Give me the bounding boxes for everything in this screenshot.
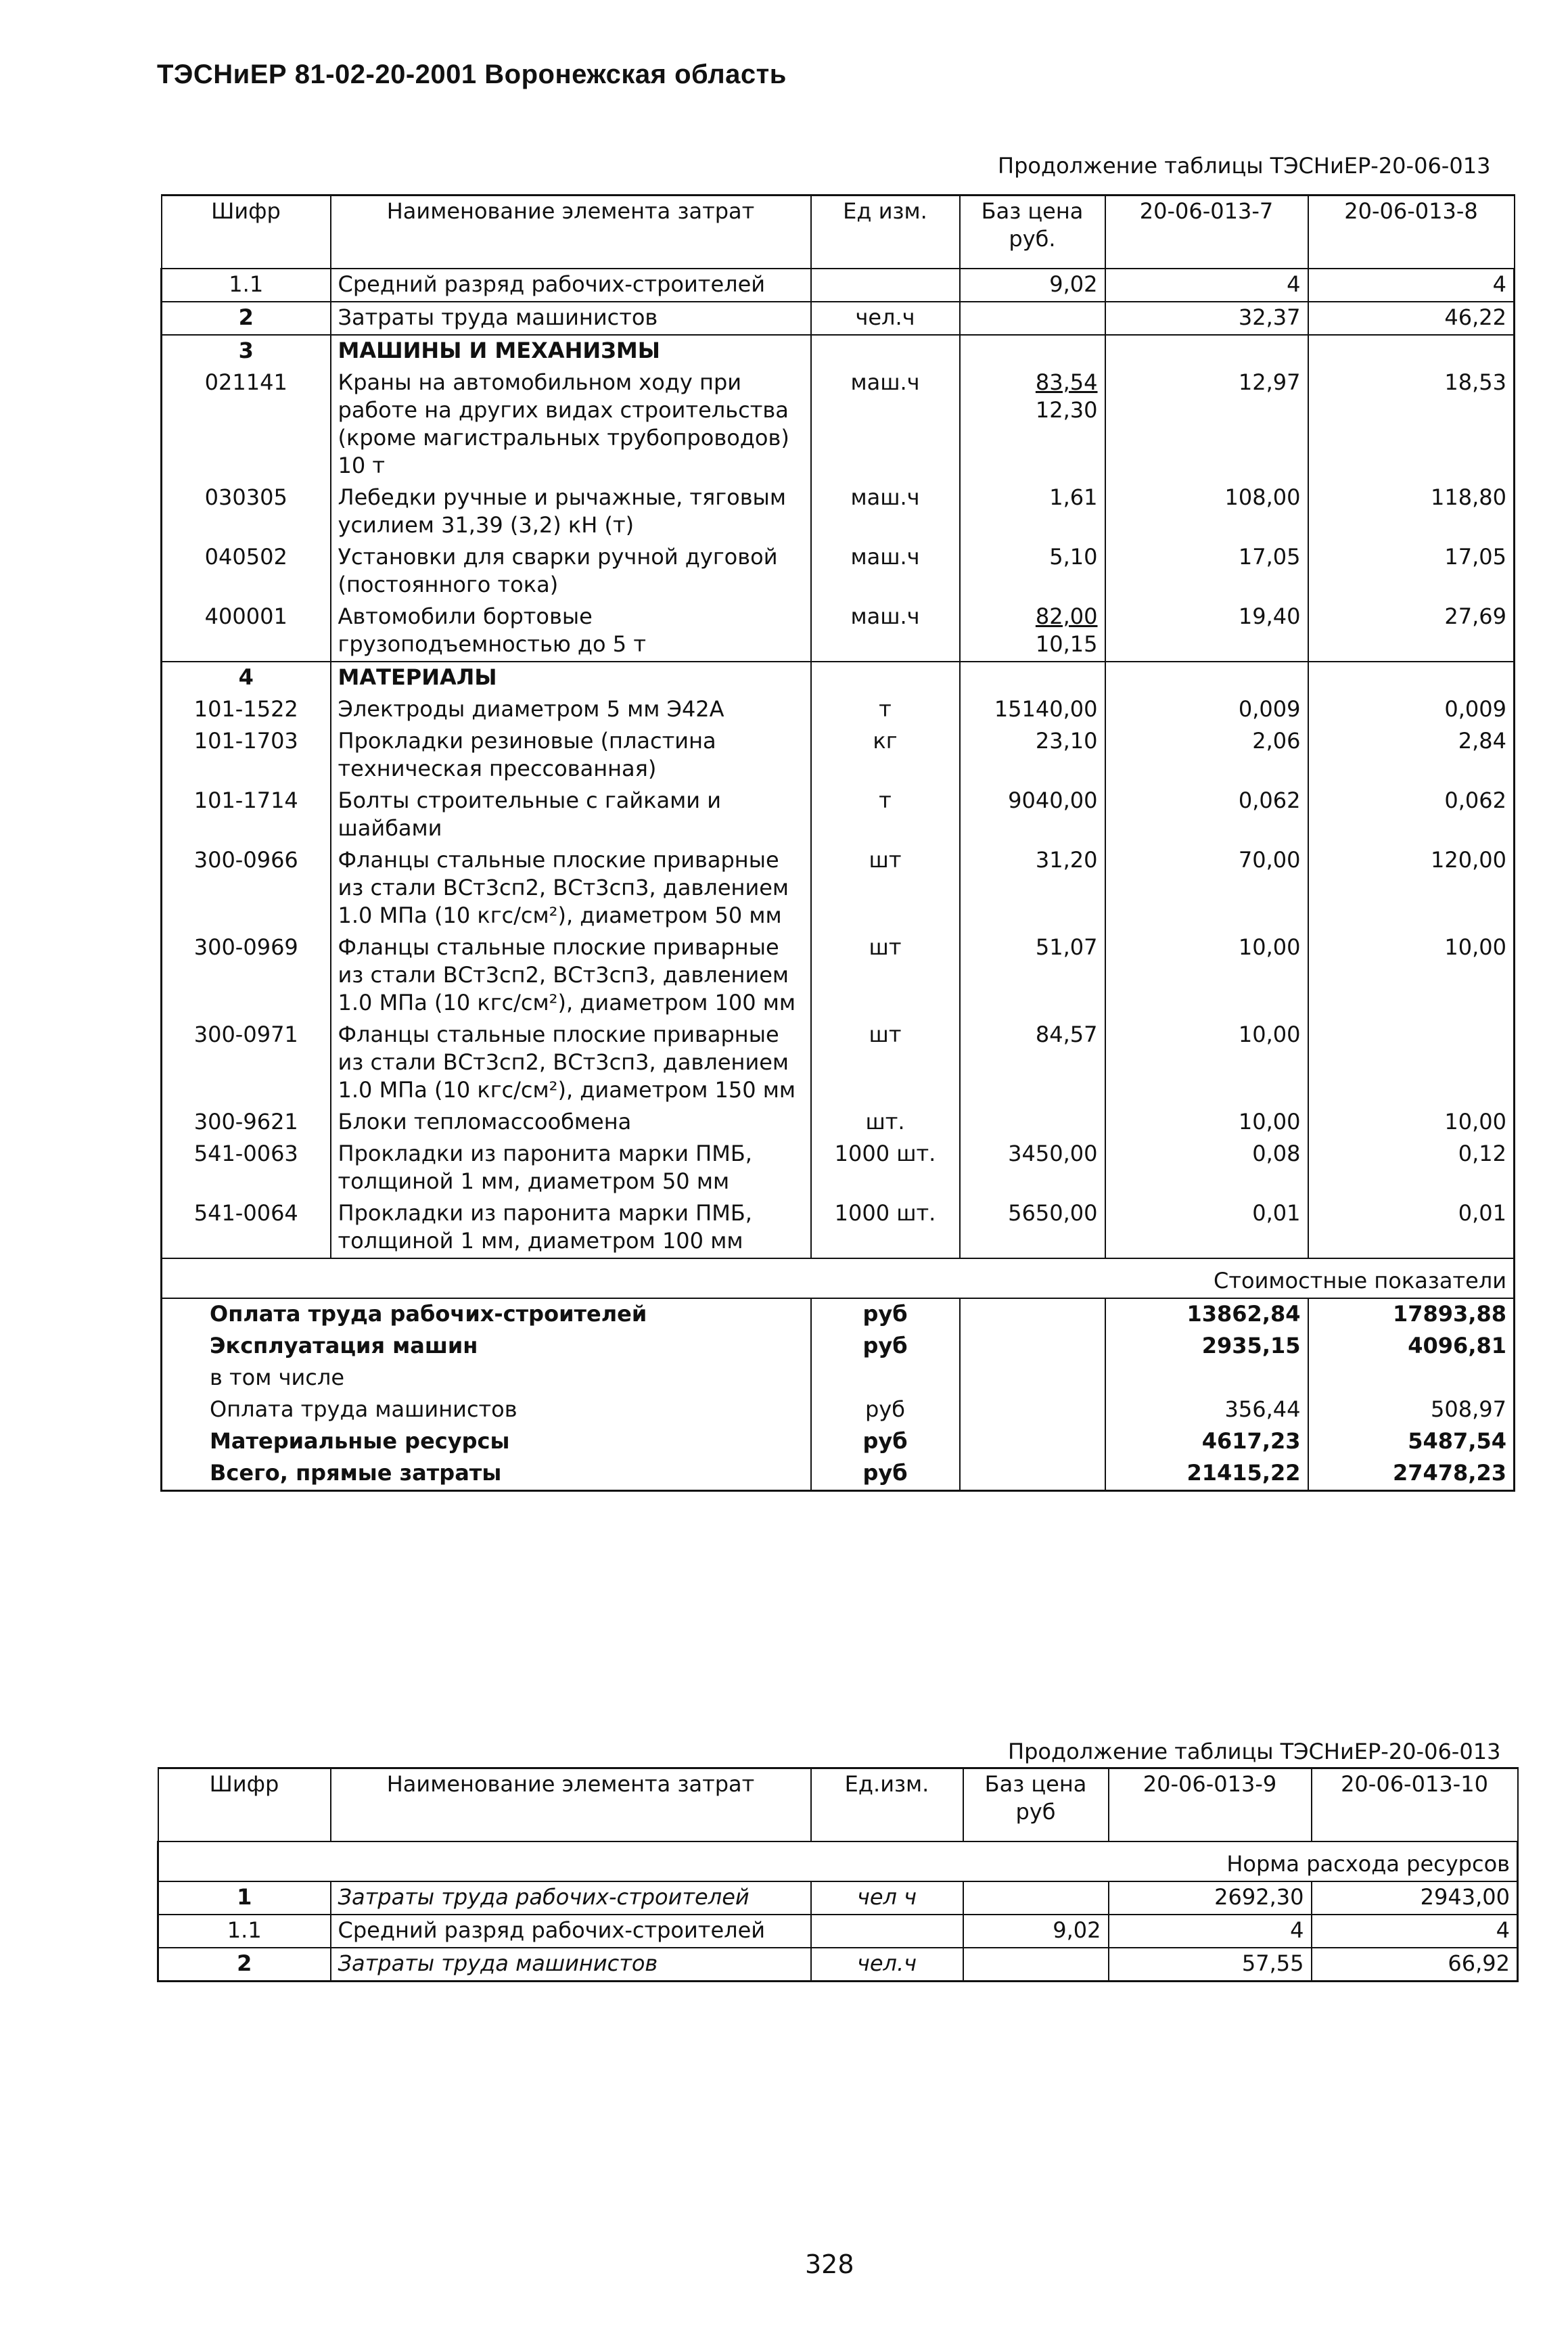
row-price bbox=[960, 302, 1105, 335]
row-code: 1.1 bbox=[158, 1915, 331, 1948]
table-row bbox=[162, 542, 1515, 601]
summary-value-2: 17893,88 bbox=[1308, 1298, 1515, 1331]
row-price-value: 82,00 bbox=[1035, 603, 1098, 629]
row-price bbox=[960, 1139, 1105, 1198]
row-code: 1 bbox=[158, 1881, 331, 1915]
table-row bbox=[162, 302, 1515, 335]
row-price-value: 5,10 bbox=[1049, 544, 1098, 570]
table-row bbox=[162, 1198, 1515, 1258]
cost-caption-row bbox=[162, 1258, 1515, 1298]
summary-price bbox=[960, 1458, 1105, 1491]
row-name: Прокладки из паронита марки ПМБ, толщиной 1 мм, диаметром 50 мм bbox=[331, 1139, 811, 1198]
row-price bbox=[960, 1020, 1105, 1107]
row-value-2: 4 bbox=[1312, 1915, 1518, 1948]
table-row bbox=[162, 726, 1515, 785]
row-name: Прокладки резиновые (пластина техническая прессованная) bbox=[331, 726, 811, 785]
summary-unit: руб bbox=[811, 1298, 960, 1331]
row-value-2: 2943,00 bbox=[1312, 1881, 1518, 1915]
row-value-1: 10,00 bbox=[1105, 1107, 1308, 1139]
row-value-1: 19,40 bbox=[1105, 601, 1308, 662]
row-unit: маш.ч bbox=[811, 542, 960, 601]
summary-value-2: 508,97 bbox=[1308, 1394, 1515, 1426]
row-unit: маш.ч bbox=[811, 367, 960, 482]
table-row bbox=[162, 662, 1515, 694]
row-name: Фланцы стальные плоские приварные из стали ВСт3сп2, ВСт3сп3, давлением 1.0 МПа (10 кгс/см²), диаметром 100 мм bbox=[331, 932, 811, 1020]
row-value-1: 0,062 bbox=[1105, 785, 1308, 845]
header-unit: Ед.изм. bbox=[811, 1768, 963, 1842]
summary-value-1: 2935,15 bbox=[1105, 1331, 1308, 1363]
row-value-1: 0,01 bbox=[1105, 1198, 1308, 1258]
summary-value-2 bbox=[1308, 1363, 1515, 1394]
row-value-2: 0,12 bbox=[1308, 1139, 1515, 1198]
row-price bbox=[960, 482, 1105, 542]
table2-header-row bbox=[158, 1768, 1518, 1842]
row-code: 101-1703 bbox=[162, 726, 331, 785]
summary-row bbox=[162, 1426, 1515, 1458]
row-value-1 bbox=[1105, 335, 1308, 367]
norm-caption-row bbox=[158, 1841, 1518, 1881]
row-price bbox=[960, 662, 1105, 694]
row-value-2: 2,84 bbox=[1308, 726, 1515, 785]
row-price-wage: 12,30 bbox=[1035, 397, 1098, 423]
row-name: Установки для сварки ручной дуговой (постоянного тока) bbox=[331, 542, 811, 601]
row-unit: чел ч bbox=[811, 1881, 963, 1915]
row-price-value: 23,10 bbox=[1035, 728, 1098, 754]
row-value-1: 2,06 bbox=[1105, 726, 1308, 785]
table-row bbox=[162, 1139, 1515, 1198]
row-value-1: 4 bbox=[1105, 269, 1308, 302]
row-name: Краны на автомобильном ходу при работе на других видах строительства (кроме магистральных трубопроводов) 10 т bbox=[331, 367, 811, 482]
row-price bbox=[960, 845, 1105, 932]
row-price-value: 3450,00 bbox=[1008, 1141, 1098, 1166]
row-price bbox=[960, 726, 1105, 785]
summary-price bbox=[960, 1363, 1105, 1394]
summary-row bbox=[162, 1363, 1515, 1394]
row-price bbox=[960, 785, 1105, 845]
row-unit bbox=[811, 269, 960, 302]
row-code: 040502 bbox=[162, 542, 331, 601]
summary-value-1 bbox=[1105, 1363, 1308, 1394]
row-price-value: 9,02 bbox=[1049, 271, 1098, 297]
row-unit: т bbox=[811, 694, 960, 726]
row-value-2: 118,80 bbox=[1308, 482, 1515, 542]
row-name: Затраты труда машинистов bbox=[331, 302, 811, 335]
summary-label: Оплата труда машинистов bbox=[162, 1394, 811, 1426]
row-price bbox=[960, 367, 1105, 482]
table-continuation-caption-2: Продолжение таблицы ТЭСНиЕР-20-06-013 bbox=[1008, 1739, 1501, 1764]
row-value-2: 66,92 bbox=[1312, 1948, 1518, 1982]
header-code: Шифр bbox=[158, 1768, 331, 1842]
row-value-1: 12,97 bbox=[1105, 367, 1308, 482]
row-price-value: 15140,00 bbox=[994, 696, 1098, 722]
row-value-2: 10,00 bbox=[1308, 932, 1515, 1020]
header-name: Наименование элемента затрат bbox=[331, 196, 811, 269]
row-value-1 bbox=[1105, 662, 1308, 694]
row-value-1: 70,00 bbox=[1105, 845, 1308, 932]
summary-price bbox=[960, 1426, 1105, 1458]
row-price-value: 84,57 bbox=[1035, 1022, 1098, 1047]
row-unit: шт bbox=[811, 932, 960, 1020]
table-row bbox=[162, 785, 1515, 845]
row-unit bbox=[811, 1915, 963, 1948]
row-value-1: 10,00 bbox=[1105, 1020, 1308, 1107]
row-value-2: 0,009 bbox=[1308, 694, 1515, 726]
header-col-2: 20-06-013-10 bbox=[1312, 1768, 1518, 1842]
row-price-value: 9040,00 bbox=[1008, 787, 1098, 813]
row-value-2: 120,00 bbox=[1308, 845, 1515, 932]
row-value-2: 0,062 bbox=[1308, 785, 1515, 845]
row-price-value: 1,61 bbox=[1049, 484, 1098, 510]
header-col-1: 20-06-013-9 bbox=[1109, 1768, 1312, 1842]
summary-row bbox=[162, 1458, 1515, 1491]
table-row bbox=[162, 335, 1515, 367]
summary-value-1: 4617,23 bbox=[1105, 1426, 1308, 1458]
row-name: Автомобили бортовые грузоподъемностью до 5 т bbox=[331, 601, 811, 662]
summary-value-2: 27478,23 bbox=[1308, 1458, 1515, 1491]
row-name: Затраты труда рабочих-строителей bbox=[331, 1881, 811, 1915]
row-unit: кг bbox=[811, 726, 960, 785]
row-value-2 bbox=[1308, 335, 1515, 367]
row-unit: чел.ч bbox=[811, 1948, 963, 1982]
summary-unit: руб bbox=[811, 1394, 960, 1426]
row-value-1: 10,00 bbox=[1105, 932, 1308, 1020]
row-code: 541-0063 bbox=[162, 1139, 331, 1198]
row-name: Затраты труда машинистов bbox=[331, 1948, 811, 1982]
row-price bbox=[960, 694, 1105, 726]
table-row bbox=[162, 601, 1515, 662]
summary-label: Эксплуатация машин bbox=[162, 1331, 811, 1363]
row-value-2: 17,05 bbox=[1308, 542, 1515, 601]
row-code: 101-1714 bbox=[162, 785, 331, 845]
table-row bbox=[162, 482, 1515, 542]
row-price-value: 51,07 bbox=[1035, 934, 1098, 960]
row-value-2: 18,53 bbox=[1308, 367, 1515, 482]
summary-price bbox=[960, 1298, 1105, 1331]
row-value-2 bbox=[1308, 662, 1515, 694]
row-price bbox=[960, 932, 1105, 1020]
row-value-1: 17,05 bbox=[1105, 542, 1308, 601]
row-value-1: 4 bbox=[1109, 1915, 1312, 1948]
summary-price bbox=[960, 1394, 1105, 1426]
row-price-wage: 10,15 bbox=[1035, 631, 1098, 657]
row-value-2: 27,69 bbox=[1308, 601, 1515, 662]
row-price bbox=[960, 335, 1105, 367]
row-code: 300-0971 bbox=[162, 1020, 331, 1107]
norm-caption: Норма расхода ресурсов bbox=[158, 1841, 1518, 1881]
row-value-2: 46,22 bbox=[1308, 302, 1515, 335]
row-unit bbox=[811, 335, 960, 367]
header-unit: Ед изм. bbox=[811, 196, 960, 269]
row-name: Фланцы стальные плоские приварные из стали ВСт3сп2, ВСт3сп3, давлением 1.0 МПа (10 кгс/см²), диаметром 50 мм bbox=[331, 845, 811, 932]
header-price: Баз цена руб. bbox=[960, 196, 1105, 269]
row-code: 021141 bbox=[162, 367, 331, 482]
row-code: 1.1 bbox=[162, 269, 331, 302]
table-row bbox=[162, 1107, 1515, 1139]
table-row bbox=[158, 1915, 1518, 1948]
table-row bbox=[162, 932, 1515, 1020]
row-code: 3 bbox=[162, 335, 331, 367]
table-continuation-caption: Продолжение таблицы ТЭСНиЕР-20-06-013 bbox=[998, 153, 1491, 179]
row-price-value: 5650,00 bbox=[1008, 1200, 1098, 1226]
summary-label: в том числе bbox=[162, 1363, 811, 1394]
row-code: 300-9621 bbox=[162, 1107, 331, 1139]
summary-label: Всего, прямые затраты bbox=[162, 1458, 811, 1491]
summary-label: Оплата труда рабочих-строителей bbox=[162, 1298, 811, 1331]
row-unit: чел.ч bbox=[811, 302, 960, 335]
row-code: 400001 bbox=[162, 601, 331, 662]
summary-value-2: 4096,81 bbox=[1308, 1331, 1515, 1363]
row-unit: шт bbox=[811, 845, 960, 932]
row-price bbox=[960, 542, 1105, 601]
row-price: 9,02 bbox=[963, 1915, 1109, 1948]
summary-unit: руб bbox=[811, 1458, 960, 1491]
row-code: 030305 bbox=[162, 482, 331, 542]
row-unit: 1000 шт. bbox=[811, 1139, 960, 1198]
summary-value-1: 356,44 bbox=[1105, 1394, 1308, 1426]
table-row bbox=[158, 1948, 1518, 1982]
row-name: Фланцы стальные плоские приварные из стали ВСт3сп2, ВСт3сп3, давлением 1.0 МПа (10 кгс/см²), диаметром 150 мм bbox=[331, 1020, 811, 1107]
table-row bbox=[162, 367, 1515, 482]
row-value-1: 57,55 bbox=[1109, 1948, 1312, 1982]
row-value-2 bbox=[1308, 1020, 1515, 1107]
row-price bbox=[963, 1881, 1109, 1915]
row-value-1: 108,00 bbox=[1105, 482, 1308, 542]
row-value-2: 10,00 bbox=[1308, 1107, 1515, 1139]
row-name: Средний разряд рабочих-строителей bbox=[331, 269, 811, 302]
row-name: Электроды диаметром 5 мм Э42А bbox=[331, 694, 811, 726]
row-name: Средний разряд рабочих-строителей bbox=[331, 1915, 811, 1948]
row-price bbox=[960, 1107, 1105, 1139]
row-name: МАШИНЫ И МЕХАНИЗМЫ bbox=[331, 335, 811, 367]
row-code: 101-1522 bbox=[162, 694, 331, 726]
row-value-1: 0,009 bbox=[1105, 694, 1308, 726]
row-code: 2 bbox=[162, 302, 331, 335]
table-row bbox=[162, 1020, 1515, 1107]
row-value-2: 0,01 bbox=[1308, 1198, 1515, 1258]
row-price-value: 31,20 bbox=[1035, 847, 1098, 873]
row-name: Прокладки из паронита марки ПМБ, толщиной 1 мм, диаметром 100 мм bbox=[331, 1198, 811, 1258]
header-code: Шифр bbox=[162, 196, 331, 269]
row-price bbox=[963, 1948, 1109, 1982]
row-price bbox=[960, 269, 1105, 302]
row-unit: шт bbox=[811, 1020, 960, 1107]
row-code: 4 bbox=[162, 662, 331, 694]
row-code: 300-0966 bbox=[162, 845, 331, 932]
row-code: 541-0064 bbox=[162, 1198, 331, 1258]
row-unit: 1000 шт. bbox=[811, 1198, 960, 1258]
row-value-1: 32,37 bbox=[1105, 302, 1308, 335]
row-unit: маш.ч bbox=[811, 482, 960, 542]
row-price-value: 83,54 bbox=[1035, 369, 1098, 395]
summary-unit: руб bbox=[811, 1426, 960, 1458]
row-value-1: 2692,30 bbox=[1109, 1881, 1312, 1915]
row-price bbox=[960, 1198, 1105, 1258]
summary-price bbox=[960, 1331, 1105, 1363]
summary-unit: руб bbox=[811, 1331, 960, 1363]
row-value-2: 4 bbox=[1308, 269, 1515, 302]
row-value-1: 0,08 bbox=[1105, 1139, 1308, 1198]
summary-row bbox=[162, 1331, 1515, 1363]
summary-value-2: 5487,54 bbox=[1308, 1426, 1515, 1458]
cost-caption: Стоимостные показатели bbox=[162, 1258, 1515, 1298]
document-header: ТЭСНиЕР 81-02-20-2001 Воронежская область bbox=[157, 60, 787, 89]
row-name: Блоки тепломассообмена bbox=[331, 1107, 811, 1139]
table-row bbox=[162, 269, 1515, 302]
table-row bbox=[158, 1881, 1518, 1915]
row-name: Лебедки ручные и рычажные, тяговым усилием 31,39 (3,2) кН (т) bbox=[331, 482, 811, 542]
row-unit bbox=[811, 662, 960, 694]
summary-value-1: 13862,84 bbox=[1105, 1298, 1308, 1331]
row-unit: шт. bbox=[811, 1107, 960, 1139]
resource-table-2 bbox=[157, 1767, 1519, 1982]
header-col-2: 20-06-013-8 bbox=[1308, 196, 1515, 269]
row-price bbox=[960, 601, 1105, 662]
summary-label: Материальные ресурсы bbox=[162, 1426, 811, 1458]
summary-row bbox=[162, 1298, 1515, 1331]
page-number: 328 bbox=[805, 2249, 854, 2279]
table-row bbox=[162, 694, 1515, 726]
row-code: 300-0969 bbox=[162, 932, 331, 1020]
summary-value-1: 21415,22 bbox=[1105, 1458, 1308, 1491]
table-row bbox=[162, 845, 1515, 932]
summary-row bbox=[162, 1394, 1515, 1426]
table-header-row bbox=[162, 196, 1515, 269]
row-code: 2 bbox=[158, 1948, 331, 1982]
row-name: Болты строительные с гайками и шайбами bbox=[331, 785, 811, 845]
header-price: Баз цена руб bbox=[963, 1768, 1109, 1842]
header-name: Наименование элемента затрат bbox=[331, 1768, 811, 1842]
row-name: МАТЕРИАЛЫ bbox=[331, 662, 811, 694]
summary-unit bbox=[811, 1363, 960, 1394]
row-unit: т bbox=[811, 785, 960, 845]
row-unit: маш.ч bbox=[811, 601, 960, 662]
resource-table-1 bbox=[160, 194, 1515, 1492]
header-col-1: 20-06-013-7 bbox=[1105, 196, 1308, 269]
